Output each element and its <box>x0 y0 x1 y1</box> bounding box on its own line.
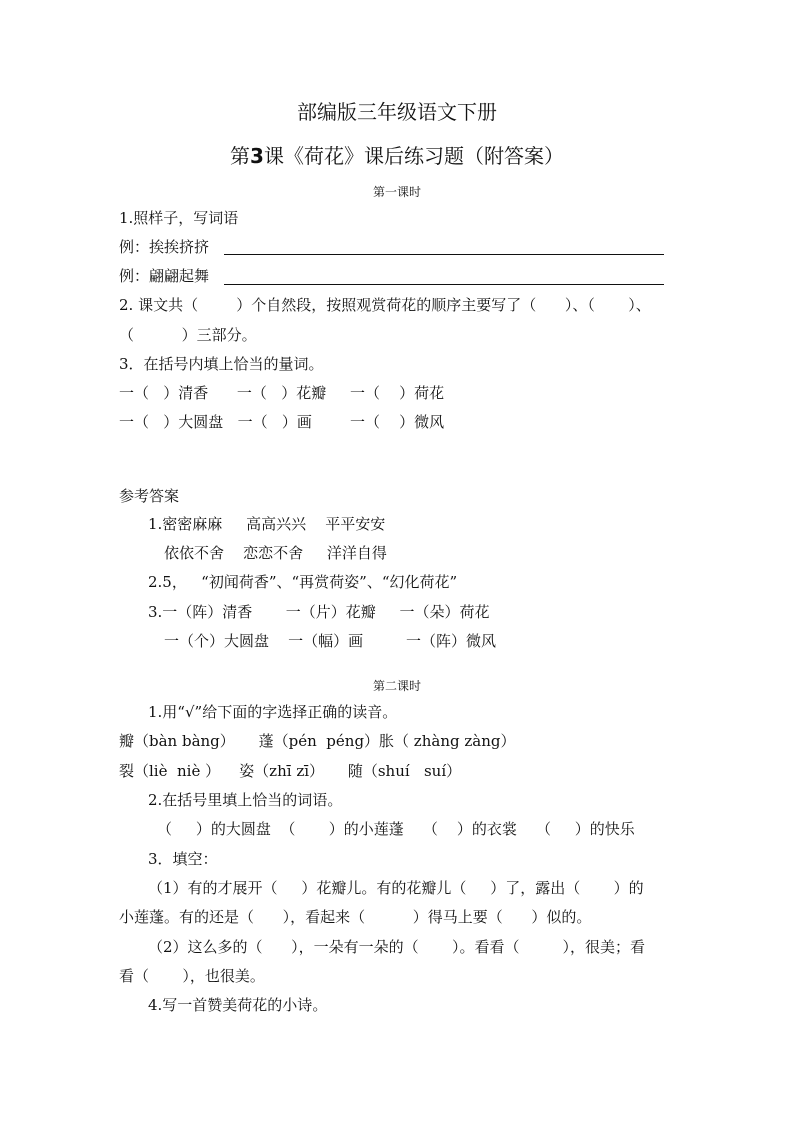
lesson2-q4: 4.写一首赞美荷花的小诗。 <box>148 996 328 1014</box>
lesson1-q3: 3．在括号内填上恰当的量词。 <box>119 355 324 373</box>
page-title: 部编版三年级语文下册 <box>297 100 497 124</box>
lesson2-q3-part2-line2: 看（ ），也很美。 <box>119 967 265 985</box>
lesson1-heading: 第一课时 <box>372 185 421 199</box>
lesson1-q3-row2: 一（ ）大圆盘 一（ ）画 一（ ）微风 <box>119 413 445 431</box>
subtitle-suffix: 课《荷花》课后练习题（附答案） <box>263 144 564 168</box>
lesson2-q3-part2-line1: （2）这么多的（ ），一朵有一朵的（ ）。看看（ ），很美；看 <box>148 938 645 956</box>
page-subtitle <box>0 142 794 170</box>
lesson2-q1-line2: 裂（liè niè ） 姿（zhī zī） 随（shuí suí） <box>119 762 462 780</box>
lesson1-q1-example1: 例：挨挨挤挤 <box>119 238 210 256</box>
answer-1-line1: 1.密密麻麻 高高兴兴 平平安安 <box>148 515 386 533</box>
lesson2-q3: 3．填空： <box>148 850 218 868</box>
lesson1-q1: 1.照样子，写词语 <box>119 209 239 227</box>
lesson2-q1-line1: 瓣（bàn bàng） 蓬（pén péng）胀（ zhàng zàng） <box>119 732 516 750</box>
lesson2-heading: 第二课时 <box>372 679 421 693</box>
answers-heading: 参考答案 <box>119 487 180 505</box>
answer-3-line2: 一（个）大圆盘 一（幅）画 一（阵）微风 <box>164 632 496 650</box>
lesson-number: 3 <box>250 144 264 168</box>
answer-2: 2.5， “初闻荷香”、“再赏荷姿”、“幻化荷花” <box>148 573 458 591</box>
answer-1-line2: 依依不舍 恋恋不舍 洋洋自得 <box>164 544 387 562</box>
subtitle-prefix: 第 <box>230 144 251 168</box>
answer-3-line1: 3.一（阵）清香 一（片）花瓣 一（朵）荷花 <box>148 603 490 621</box>
lesson2-q3-part1-line1: （1）有的才展开（ ）花瓣儿。有的花瓣儿（ ）了，露出（ ）的 <box>148 879 644 897</box>
lesson2-q2-line1: （ ）的大圆盘 （ ）的小莲蓬 （ ）的衣裳 （ ）的快乐 <box>157 820 635 838</box>
lesson2-q3-part1-line2: 小莲蓬。有的还是（ ），看起来（ ）得马上要（ ）似的。 <box>119 908 592 926</box>
answer-line-1 <box>224 254 664 255</box>
lesson1-q1-example2: 例：翩翩起舞 <box>119 267 210 285</box>
lesson1-q2-line1: 2. 课文共（ ）个自然段，按照观赏荷花的顺序主要写了（ ）、（ ）、 <box>119 296 651 314</box>
lesson2-q2: 2.在括号里填上恰当的词语。 <box>148 791 343 809</box>
answer-line-2 <box>224 284 664 285</box>
lesson2-q1: 1.用“√”给下面的字选择正确的读音。 <box>148 703 398 721</box>
lesson1-q2-line2: （ ）三部分。 <box>119 326 257 344</box>
lesson1-q3-row1: 一（ ）清香 一（ ）花瓣 一（ ）荷花 <box>119 384 445 402</box>
